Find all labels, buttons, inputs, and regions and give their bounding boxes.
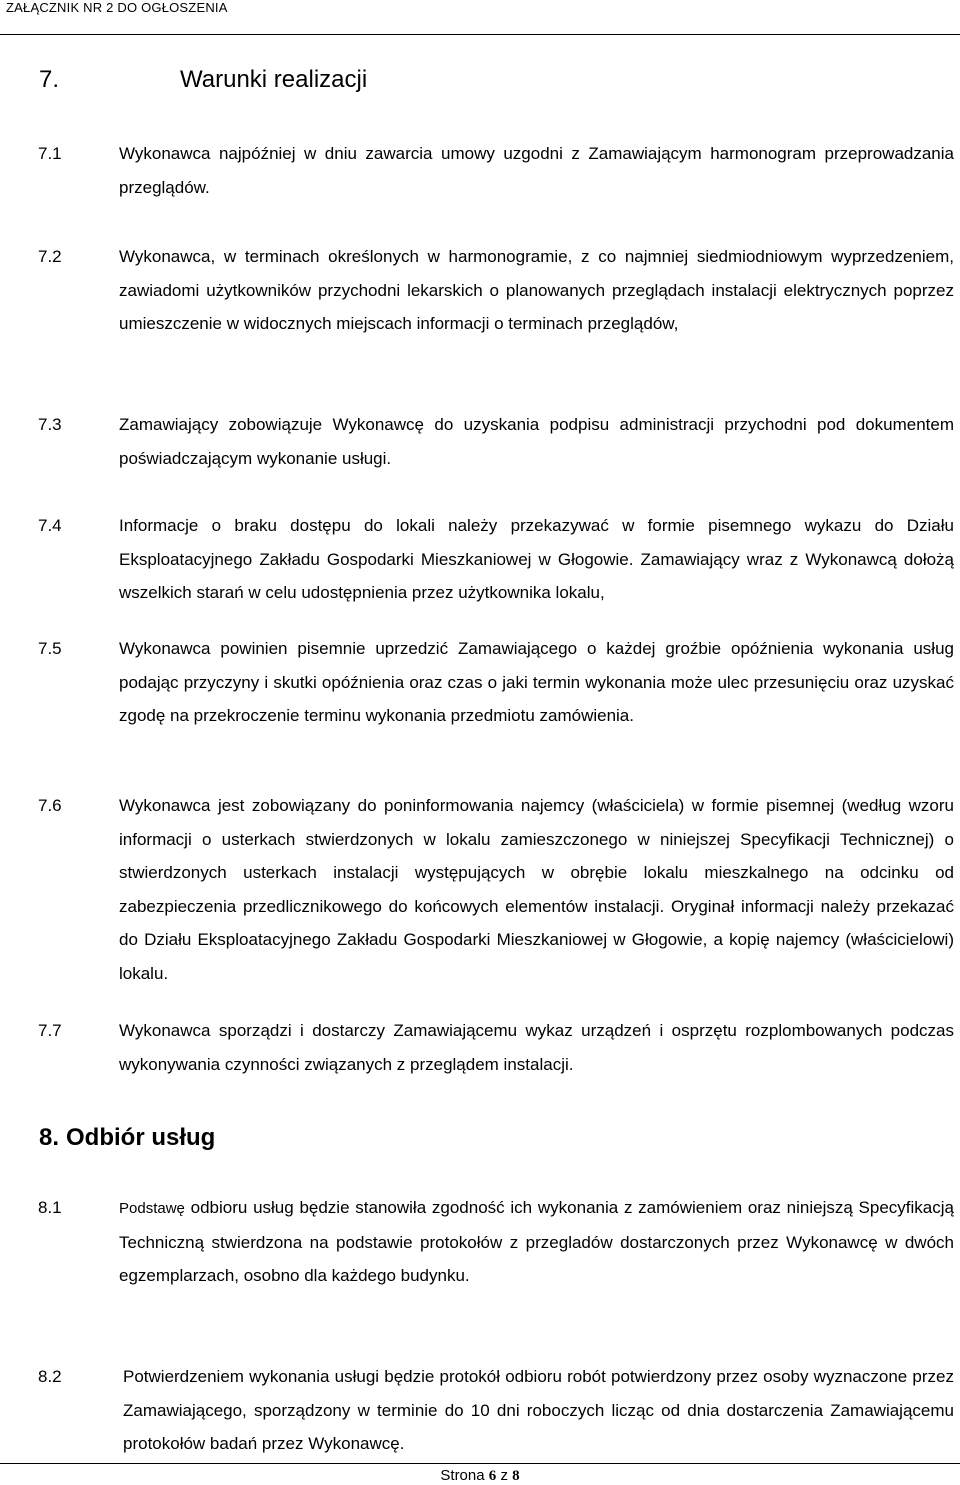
paragraph-number: 8.2 bbox=[38, 1367, 62, 1386]
paragraph-7-7 bbox=[38, 1014, 956, 1081]
paragraph-number: 8.1 bbox=[38, 1198, 62, 1217]
paragraph-7-6 bbox=[38, 789, 956, 991]
footer-page-number: 6 bbox=[488, 1468, 497, 1484]
paragraph-text: Wykonawca najpóźniej w dniu zawarcia umowy uzgodni z Zamawiającym harmonogram przeprowadzania przeglądów. bbox=[119, 144, 954, 197]
paragraph-number: 7.2 bbox=[38, 247, 62, 266]
paragraph-text: Wykonawca jest zobowiązany do poninformowania najemcy (właściciela) w formie pisemnej (według wzoru informacji o usterkach stwierdzonych w lokalu zamieszczonego w niniejszej Specyfikacji Technicznej) o stwierdzonych usterkach instalacji występujących w obrębie lokalu mieszkalnego na odcinku od zabezpieczenia przedlicznikowego do końcowych elementów instalacji. Oryginał informacji należy przekazać do Działu Eksploatacyjnego Zakładu Gospodarki Mieszkaniowej w Głogowie, a kopię najemcy (właścicielowi) lokalu. bbox=[119, 796, 954, 983]
paragraph-text: Wykonawca, w terminach określonych w harmonogramie, z co najmniej siedmiodniowym wyprzedzeniem, zawiadomi użytkowników przychodni lekarskich o planowanych przeglądach instalacji elektrycznych poprzez umieszczenie w widocznych miejscach informacji o terminach przeglądów, bbox=[119, 247, 954, 334]
paragraph-text: Wykonawca powinien pisemnie uprzedzić Zamawiającego o każdej groźbie opóźnienia wykonania usług podając przyczyny i skutki opóźnienia oraz czas o jaki termin wykonania może ulec przesunięciu oraz uzyskać zgodę na przekroczenie terminu wykonania przedmiotu zamówienia. bbox=[119, 639, 954, 726]
paragraph-text bbox=[119, 1191, 954, 1293]
paragraph-text: Informacje o braku dostępu do lokali należy przekazywać w formie pisemnego wykazu do Działu Eksploatacyjnego Zakładu Gospodarki Mieszkaniowej w Głogowie. Zamawiający wraz z Wykonawcą dołożą wszelkich starań w celu udostępnienia przez użytkownika lokalu, bbox=[119, 516, 954, 603]
document-header: ZAŁĄCZNIK NR 2 DO OGŁOSZENIA bbox=[6, 0, 228, 15]
paragraph-number: 7.3 bbox=[38, 415, 62, 434]
paragraph-number: 7.4 bbox=[38, 516, 62, 535]
footer-of-label: z bbox=[500, 1467, 508, 1484]
section-7-heading bbox=[39, 66, 939, 96]
section-8-heading bbox=[39, 1124, 339, 1154]
paragraph-text: Wykonawca sporządzi i dostarczy Zamawiającemu wykaz urządzeń i osprzętu rozplombowanych podczas wykonywania czynności związanych z przeglądem instalacji. bbox=[119, 1021, 954, 1074]
paragraph-lead-word: Podstawę bbox=[119, 1200, 185, 1217]
section-7-title: Warunki realizacji bbox=[180, 66, 368, 93]
paragraph-text-rest: odbioru usług będzie stanowiła zgodność ich wykonania z zamówieniem oraz niniejszą Specyfikacją Techniczną stwierdzona na podstawie protokołów z przegladów dostarczonych przez Wykonawcę w dwóch egzemplarzach, osobno dla każdego budynku. bbox=[119, 1198, 954, 1286]
paragraph-8-2 bbox=[38, 1360, 956, 1461]
paragraph-7-1 bbox=[38, 137, 956, 204]
paragraph-7-4 bbox=[38, 509, 956, 610]
footer-page-total: 8 bbox=[512, 1468, 520, 1484]
paragraph-text: Potwierdzeniem wykonania usługi będzie protokół odbioru robót potwierdzony przez osoby wyznaczone przez Zamawiającego, sporządzony w terminie do 10 dni roboczych licząc od dnia dostarczenia Zamawiającemu protokołów badań przez Wykonawcę. bbox=[123, 1367, 954, 1454]
paragraph-number: 7.5 bbox=[38, 639, 62, 658]
section-8-title: Odbiór usług bbox=[66, 1124, 216, 1151]
header-divider bbox=[0, 34, 960, 35]
section-8-number: 8. bbox=[39, 1124, 60, 1151]
footer-page-label: Strona bbox=[440, 1467, 485, 1484]
footer-divider bbox=[0, 1463, 960, 1464]
paragraph-7-3 bbox=[38, 408, 956, 475]
paragraph-number: 7.7 bbox=[38, 1021, 62, 1040]
page-footer bbox=[0, 1467, 960, 1485]
paragraph-text: Zamawiający zobowiązuje Wykonawcę do uzyskania podpisu administracji przychodni pod dokumentem poświadczającym wykonanie usługi. bbox=[119, 415, 954, 468]
section-7-number: 7. bbox=[39, 66, 60, 93]
paragraph-7-2 bbox=[38, 240, 956, 341]
paragraph-7-5 bbox=[38, 632, 956, 733]
paragraph-number: 7.1 bbox=[38, 144, 62, 163]
paragraph-8-1 bbox=[38, 1191, 956, 1293]
paragraph-number: 7.6 bbox=[38, 796, 62, 815]
